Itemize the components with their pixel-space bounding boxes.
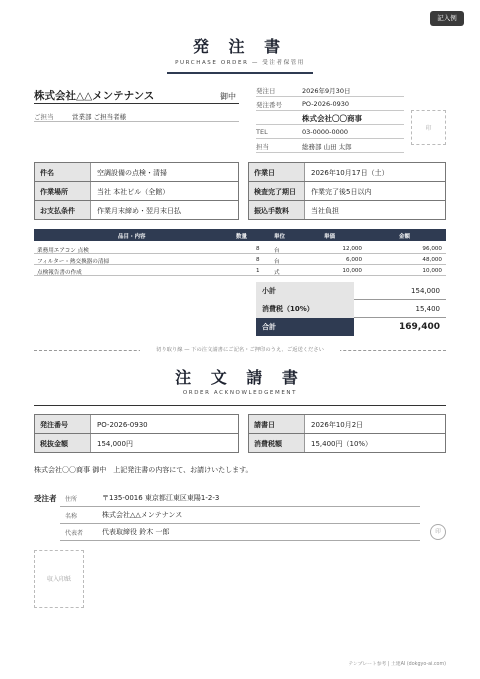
col-header-price: 単価 — [324, 234, 336, 240]
contractor-row-label: 代表者 — [65, 530, 84, 537]
issuer-value: 2026年9月30日 — [302, 87, 351, 95]
item-price: 6,000 — [345, 257, 362, 263]
issuer-label: TEL — [256, 128, 268, 136]
info-label: 作業日 — [249, 163, 305, 181]
info-value: 15,400円（10%） — [311, 440, 373, 448]
total-value: 169,400 — [399, 322, 440, 332]
issuer-label: 発注番号 — [256, 101, 282, 109]
title-rule — [167, 72, 313, 74]
issuer-value: 03-0000-0000 — [302, 128, 349, 136]
ack-order-number — [34, 414, 239, 434]
info-label: 件名 — [35, 163, 91, 181]
info-cell-location — [34, 181, 239, 201]
company-underline — [34, 103, 239, 104]
issuer-row — [256, 125, 404, 139]
table-row — [34, 243, 446, 254]
revenue-stamp-box: 収入印紙 — [34, 550, 84, 608]
tax-label: 消費税（10%） — [256, 300, 354, 318]
ack-rule — [34, 405, 446, 406]
item-unit: 式 — [274, 270, 280, 276]
info-value: 当社負担 — [311, 207, 339, 215]
issuer-label: 担当 — [256, 143, 269, 151]
tax-row — [256, 300, 446, 318]
info-value: 2026年10月17日（土） — [311, 169, 389, 177]
ack-subtitle: ORDER ACKNOWLEDGEMENT — [182, 390, 298, 396]
issuer-row — [256, 83, 404, 97]
contractor-label: 受注者 — [34, 494, 57, 503]
info-cell-inspection — [248, 181, 446, 201]
tax-value: 15,400 — [415, 305, 440, 313]
info-value: PO-2026-0930 — [97, 421, 148, 429]
total-label: 合計 — [256, 318, 354, 336]
contact-underline — [34, 121, 239, 122]
col-header-amount: 金額 — [399, 234, 411, 240]
ack-date — [248, 414, 446, 434]
item-name: フィルター・熱交換器の清掃 — [37, 259, 110, 265]
info-cell-subject — [34, 162, 239, 182]
issuer-stamp-box: 印 — [411, 110, 446, 145]
table-row — [34, 254, 446, 265]
ack-tax-amount — [248, 433, 446, 453]
issuer-company: 株式会社〇〇商事 — [302, 114, 362, 123]
info-value: 空調設備の点検・清掃 — [97, 169, 167, 177]
ack-pretax-amount — [34, 433, 239, 453]
seal-circle: 印 — [430, 524, 446, 540]
info-cell-transfer-fee — [248, 200, 446, 220]
item-price: 12,000 — [342, 246, 362, 252]
issuer-label: 発注日 — [256, 87, 276, 95]
info-label: 消費税額 — [249, 434, 305, 452]
item-qty: 1 — [256, 268, 260, 274]
subtotal-label: 小計 — [256, 282, 354, 300]
issuer-row — [256, 97, 404, 111]
info-value: 154,000円 — [97, 440, 133, 448]
info-cell-work-date — [248, 162, 446, 182]
item-name: 点検報告書の作成 — [37, 270, 82, 276]
total-row — [256, 318, 446, 336]
issuer-value: 総務部 山田 太郎 — [302, 143, 352, 151]
subtotal-row — [256, 282, 446, 300]
issuer-row — [256, 139, 404, 153]
contractor-name-row — [60, 507, 420, 524]
info-value: 作業月末締め・翌月末日払 — [97, 207, 181, 215]
col-header-qty: 数量 — [236, 234, 248, 240]
contractor-row-label: 名称 — [65, 513, 78, 520]
info-label: お支払条件 — [35, 201, 91, 219]
info-label: 検査完了期日 — [249, 182, 305, 200]
item-qty: 8 — [256, 257, 260, 263]
item-amount: 48,000 — [422, 257, 442, 263]
item-amount: 10,000 — [422, 268, 442, 274]
recipient-company: 株式会社△△メンテナンス — [34, 90, 155, 102]
info-label: 作業場所 — [35, 182, 91, 200]
info-label: 請書日 — [249, 415, 305, 433]
info-value: 2026年10月2日 — [311, 421, 364, 429]
item-qty: 8 — [256, 246, 260, 252]
contractor-rep-row — [60, 524, 420, 541]
col-header-unit: 単位 — [274, 234, 286, 240]
item-amount: 96,000 — [422, 246, 442, 252]
contractor-row-value: 〒135-0016 東京都江東区東陽1-2-3 — [102, 494, 220, 502]
info-label: 発注番号 — [35, 415, 91, 433]
items-table-header — [34, 229, 446, 241]
contractor-row-value: 株式会社△△メンテナンス — [102, 511, 183, 519]
item-price: 10,000 — [342, 268, 362, 274]
item-name: 業務用エアコン 点検 — [37, 248, 89, 254]
contractor-row-label: 住所 — [65, 496, 78, 503]
info-value: 当社 本社ビル（全館） — [97, 188, 170, 196]
contractor-address-row — [60, 490, 420, 507]
contractor-row-value: 代表取締役 鈴木 一郎 — [102, 528, 170, 536]
info-label: 税抜金額 — [35, 434, 91, 452]
info-cell-payment — [34, 200, 239, 220]
footer-credit: テンプレート参考 | 土建AI (dokgyo-ai.com) — [348, 662, 446, 667]
purchase-title: 発 注 書 — [192, 37, 288, 56]
issuer-value: PO-2026-0930 — [302, 100, 349, 108]
col-header-item: 品目・内容 — [118, 234, 146, 240]
ack-title: 注 文 請 書 — [175, 368, 305, 387]
item-unit: 台 — [274, 248, 280, 254]
recipient-contact-label: ご担当 — [34, 113, 54, 121]
item-unit: 台 — [274, 259, 280, 265]
recipient-suffix: 御中 — [220, 92, 236, 101]
subtotal-value: 154,000 — [411, 287, 440, 295]
info-value: 作業完了後5日以内 — [311, 188, 372, 196]
info-label: 振込手数料 — [249, 201, 305, 219]
purchase-subtitle: PURCHASE ORDER — 受注者保管用 — [175, 60, 305, 66]
sample-badge: 記入例 — [430, 11, 464, 26]
issuer-row — [256, 111, 404, 125]
table-row — [34, 265, 446, 276]
cut-line-text: 切り取り線 — 下の注文請書にご記名・ご押印のうえ、ご返送ください — [140, 345, 340, 353]
recipient-contact: 営業部 ご担当者様 — [72, 113, 127, 121]
ack-statement: 株式会社〇〇商事 御中 上記発注書の内容にて、お請けいたします。 — [34, 466, 253, 474]
